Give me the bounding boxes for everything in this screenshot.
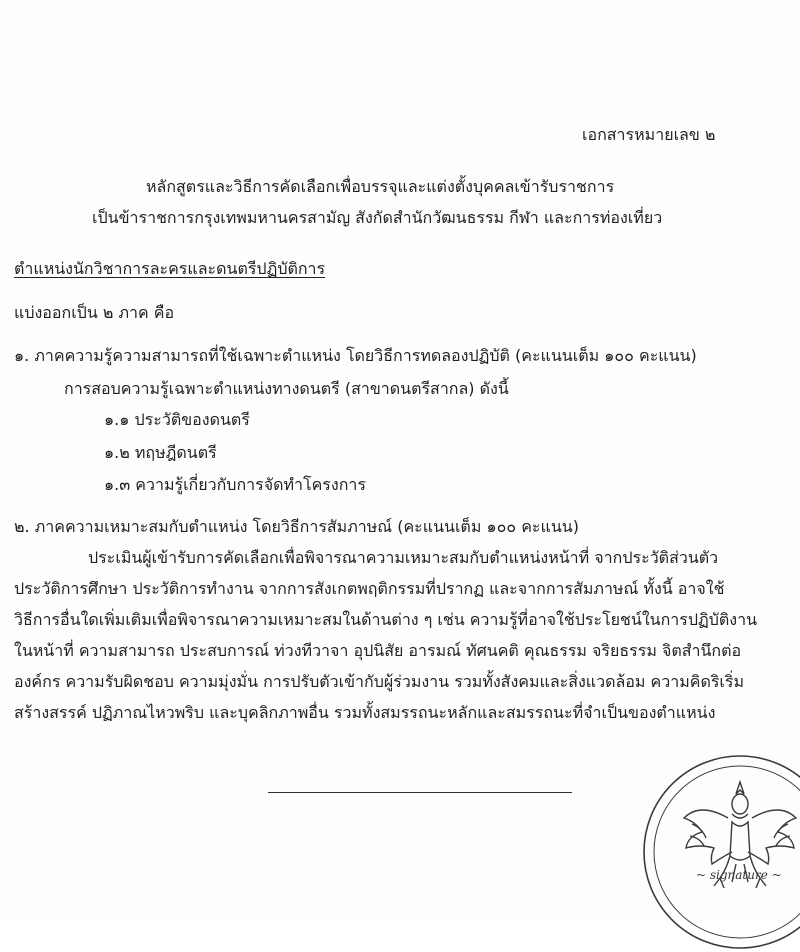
paragraph-line: สร้างสรรค์ ปฏิภาณไหวพริบ และบุคลิกภาพอื่น รวมทั้งสมรรถนะหลักและสมรรถนะที่จำเป็นของตำแหน่ง [14,703,716,722]
section-2-heading: ๒. ภาคความเหมาะสมกับตำแหน่ง โดยวิธีการสัมภาษณ์ (คะแนนเต็ม ๑๐๐ คะแนน) [14,517,579,536]
document-title-line-2: เป็นข้าราชการกรุงเทพมหานครสามัญ สังกัดสำนักวัฒนธรรม กีฬา และการท่องเที่ยว [92,208,663,227]
section-1-item: ๑.๒ ทฤษฎีดนตรี [104,443,217,462]
seal-signature: ~ signature ~ [696,868,782,882]
section-1-heading: ๑. ภาคความรู้ความสามารถที่ใช้เฉพาะตำแหน่ง โดยวิธีการทดลองปฏิบัติ (คะแนนเต็ม ๑๐๐ คะแนน) [14,346,697,365]
paragraph-line: วิธีการอื่นใดเพิ่มเติมเพื่อพิจารณาความเหมาะสมในด้านต่าง ๆ เช่น ความรู้ที่อาจใช้ประโยชน์ในการปฏิบัติงาน [14,610,758,629]
section-1-subheading: การสอบความรู้เฉพาะตำแหน่งทางดนตรี (สาขาดนตรีสากล) ดังนี้ [64,379,509,398]
section-2-paragraph [14,542,786,728]
section-1-item: ๑.๓ ความรู้เกี่ยวกับการจัดทำโครงการ [104,475,366,494]
signature-line [268,792,572,793]
parts-intro: แบ่งออกเป็น ๒ ภาค คือ [14,303,175,322]
document-number: เอกสารหมายเลข ๒ [582,125,716,144]
section-1-item: ๑.๑ ประวัติของดนตรี [104,410,250,429]
paragraph-line: ประวัติการศึกษา ประวัติการทำงาน จากการสังเกตพฤติกรรมที่ปรากฏ และจากการสัมภาษณ์ ทั้งนี้ อาจใช้ [14,579,725,598]
garuda-seal-icon [640,752,800,952]
paragraph-line: ประเมินผู้เข้ารับการคัดเลือกเพื่อพิจารณาความเหมาะสมกับตำแหน่งหน้าที่ จากประวัติส่วนตัว [88,548,719,567]
paragraph-line: ในหน้าที่ ความสามารถ ประสบการณ์ ท่วงทีวาจา อุปนิสัย อารมณ์ ทัศนคติ คุณธรรม จริยธรรม จิตสำนึกต่อ [14,641,742,660]
position-title: ตำแหน่งนักวิชาการละครและดนตรีปฏิบัติการ [14,259,326,278]
paragraph-line: องค์กร ความรับผิดชอบ ความมุ่งมั่น การปรับตัวเข้ากับผู้ร่วมงาน รวมทั้งสังคมและสิ่งแวดล้อม ความคิดริเริ่ม [14,672,745,691]
document-title-line-1: หลักสูตรและวิธีการคัดเลือกเพื่อบรรจุและแต่งตั้งบุคคลเข้ารับราชการ [146,177,615,196]
